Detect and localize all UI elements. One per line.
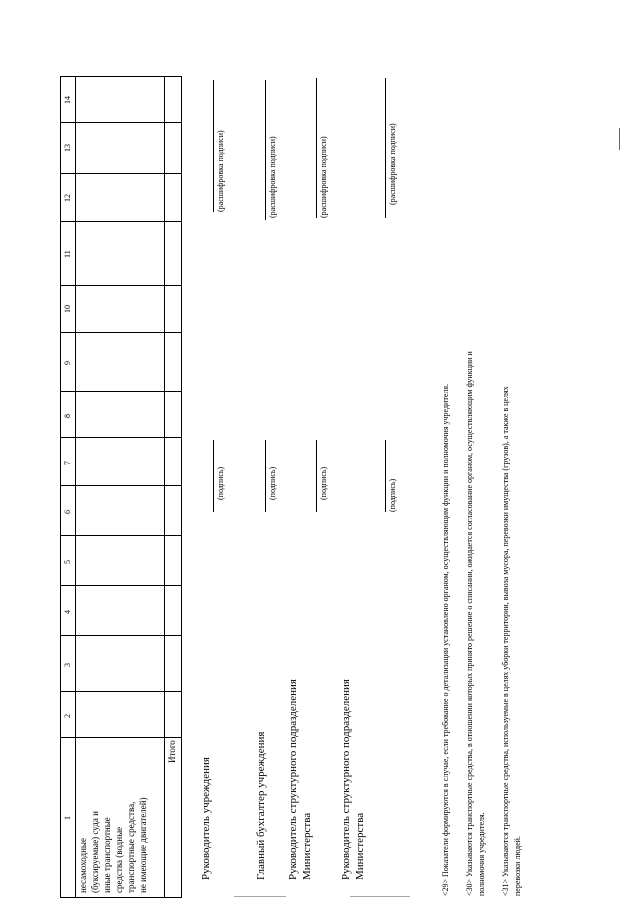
- col-border: [60, 585, 182, 586]
- col-border: [60, 122, 182, 123]
- decode-line: [265, 80, 266, 220]
- table-border-left: [60, 76, 61, 898]
- decode-caption: (расшифровка подписи): [319, 136, 328, 218]
- sign-caption: (подпись): [268, 466, 277, 500]
- col-header-10: 10: [63, 305, 72, 313]
- decode-line: [316, 78, 317, 218]
- scan-mark: [350, 896, 410, 897]
- total-label: Итого: [167, 740, 177, 763]
- row-label-line: транспортные средства,: [126, 801, 136, 893]
- footnote-31-cont: перевозки людей.: [513, 836, 522, 896]
- row-label-line: иные транспортные: [102, 817, 112, 893]
- col-header-5: 5: [63, 560, 72, 564]
- footnote-29: <29> Показатели формируются в случае, если требование о детализации установлено органом, осуществляющим функции и полномочия учредителя.: [441, 383, 450, 896]
- col-header-6: 6: [63, 510, 72, 514]
- col-header-2: 2: [63, 714, 72, 718]
- decode-line: [213, 80, 214, 212]
- col-header-1: 1: [63, 816, 72, 820]
- table-row-divider: [75, 76, 76, 898]
- row-label-line: несамоходные: [78, 838, 88, 893]
- col-border: [60, 897, 182, 898]
- col-border: [60, 535, 182, 536]
- col-header-3: 3: [63, 663, 72, 667]
- col-border: [60, 221, 182, 222]
- col-border: [60, 76, 182, 77]
- sign-caption: (подпись): [388, 478, 397, 512]
- signature-title: Руководитель структурного подразделения: [287, 679, 299, 880]
- sign-line: [213, 440, 214, 512]
- col-header-13: 13: [63, 144, 72, 152]
- scan-mark: [619, 128, 620, 150]
- signature-title-2: Министерства: [301, 812, 313, 880]
- col-border: [60, 635, 182, 636]
- scan-mark: [234, 896, 286, 897]
- sign-line: [265, 440, 266, 512]
- col-border: [60, 285, 182, 286]
- col-header-4: 4: [63, 610, 72, 614]
- col-header-12: 12: [63, 194, 72, 202]
- col-header-8: 8: [63, 414, 72, 418]
- decode-line: [385, 78, 386, 218]
- decode-caption: (расшифровка подписи): [388, 123, 397, 205]
- col-border: [60, 173, 182, 174]
- footnote-30: <30> Указываются транспортные средства, в отношении которых принято решение о списании, ожидается согласование органом, осуществляющим функции и: [465, 351, 474, 896]
- col-border: [60, 485, 182, 486]
- col-border: [60, 391, 182, 392]
- signature-title: Руководитель учреждения: [200, 757, 212, 880]
- table-row-divider: [164, 76, 165, 898]
- sign-line: [316, 440, 317, 512]
- table-border-right: [181, 76, 182, 898]
- col-border: [60, 737, 182, 738]
- col-header-9: 9: [63, 361, 72, 365]
- sign-line: [385, 440, 386, 512]
- col-header-11: 11: [63, 250, 72, 258]
- col-header-14: 14: [63, 96, 72, 104]
- sign-caption: (подпись): [319, 466, 328, 500]
- signature-title: Главный бухгалтер учреждения: [255, 731, 267, 880]
- col-border: [60, 691, 182, 692]
- col-border: [60, 437, 182, 438]
- decode-caption: (расшифровка подписи): [216, 130, 225, 212]
- footnote-31: <31> Указываются транспортные средства, используемые в целях уборки территории, вывоза мусора, перевозки имущества (грузов), а также в целях: [501, 386, 510, 896]
- row-label-line: не имеющие двигателей): [138, 797, 148, 893]
- col-border: [60, 332, 182, 333]
- sign-caption: (подпись): [216, 466, 225, 500]
- row-label-line: средства (водные: [114, 826, 124, 893]
- col-header-7: 7: [63, 461, 72, 465]
- signature-title: Руководитель структурного подразделения: [340, 679, 352, 880]
- decode-caption: (расшифровка подписи): [268, 136, 277, 218]
- signature-title-2: Министерства: [354, 812, 366, 880]
- row-label-line: (буксируемые) суда и: [90, 811, 100, 893]
- footnote-30-cont: полномочия учредителя.: [477, 812, 486, 896]
